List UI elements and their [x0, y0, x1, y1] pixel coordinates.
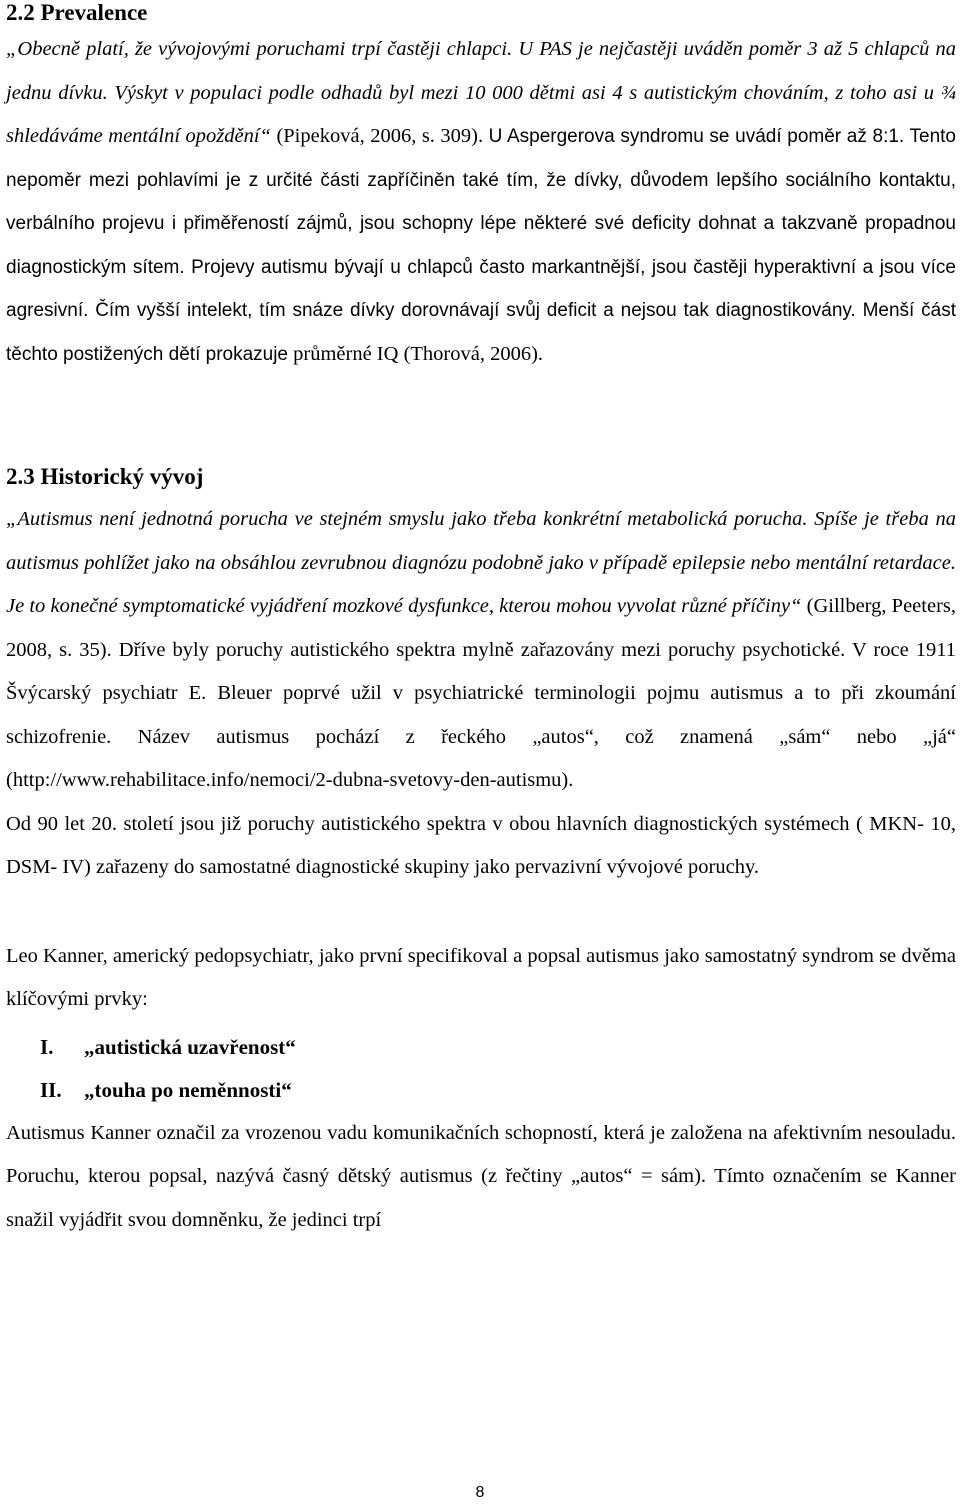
quote-pipekova: „Obecně platí, že vývojovými poruchami trpí častěji chlapci. U PAS je nejčastěji uváděn poměr 3 až 5 chlapců na jednu dívku. Výskyt v populaci podle odhadů byl mezi 10 000 dětmi asi 4 s autistickým chováním, z toho asi u ¾ shledáváme mentální opoždění“ — [6, 38, 956, 147]
text-asperger-ratio: U Aspergerova syndromu se uvádí poměr až 8:1. Tento nepoměr mezi pohlavími je z určité části zapříčiněn také tím, že dívky, důvodem lepšího sociálního kontaktu, verbálního projevu i přiměřeností zájmů, jsou schopny lépe některé své deficity dohnat a takzvaně propadnou diagnostickým sítem. Projevy autismu bývají u chlapců často markantnější, jsou častěji hyperaktivní a jsou více agresivní. Čím vyšší intelekt, tím snáze dívky dorovnávají svůj deficit a nejsou tak diagnostikovány. Menší část těchto postižených dětí prokazuje — [6, 126, 956, 365]
section-heading-prevalence: 2.2 Prevalence — [6, 0, 148, 25]
paragraph-kanner-intro: Leo Kanner, americký pedopsychiatr, jako první specifikoval a popsal autismus jako samostatný syndrom se dvěma klíčovými prvky: — [6, 944, 956, 1010]
document-page — [6, 0, 956, 1242]
section-heading-historicky-vyvoj: 2.3 Historický vývoj — [6, 464, 204, 489]
paragraph-classification: Od 90 let 20. století jsou již poruchy autistického spektra v obou hlavních diagnostických systémech ( MKN- 10, DSM- IV) zařazeny do samostatné diagnostické skupiny jako pervazivní vývojové poruchy. — [6, 812, 956, 878]
paragraph-kanner-autism: Autismus Kanner označil za vrozenou vadu komunikačních schopností, která je založena na afektivním nesouladu. Poruchu, kterou popsal, nazývá časný dětský autismus (z řečtiny „autos“ = sám). Tímto označením se Kanner snažil vyjádřit svou domněnku, že jedinci trpí — [6, 1121, 956, 1231]
list-item-number: II. — [40, 1077, 62, 1102]
citation-pipekova: (Pipeková, 2006, s. 309). — [270, 125, 489, 147]
page-number: 8 — [475, 1484, 485, 1501]
citation-thorova: průměrné IQ (Thorová, 2006). — [288, 342, 544, 365]
paragraph-prevalence — [6, 28, 956, 376]
paragraph-historicky-vyvoj — [6, 498, 956, 803]
list-item-text: „autistická uzavřenost“ — [84, 1034, 296, 1059]
list-item — [6, 1026, 956, 1069]
text-history: (Gillberg, Peeters, 2008, s. 35). Dříve byly poruchy autistického spektra mylně zařazovány mezi poruchy psychotické. V roce 1911 Švýcarský psychiatr E. Bleuer poprvé užil v psychiatrické terminologii pojmu autismus a to při zkoumání schizofrenie. Název autismus pochází z řeckého „autos“, což znamená „sám“ nebo „já“ (http://www.rehabilitace.info/nemoci/2-dubna-svetovy-den-autismu). — [6, 595, 956, 791]
list-item — [6, 1069, 956, 1112]
list-item-number: I. — [40, 1034, 54, 1059]
kanner-list — [6, 1026, 956, 1112]
quote-gillberg: „Autismus není jednotná porucha ve stejném smyslu jako třeba konkrétní metabolická porucha. Spíše je třeba na autismus pohlížet jako na obsáhlou zevrubnou diagnózu podobně jako v případě epilepsie nebo mentální retardace. Je to konečné symptomatické vyjádření mozkové dysfunkce, kterou mohou vyvolat různé příčiny“ — [6, 508, 956, 617]
list-item-text: „touha po neměnnosti“ — [84, 1077, 292, 1102]
